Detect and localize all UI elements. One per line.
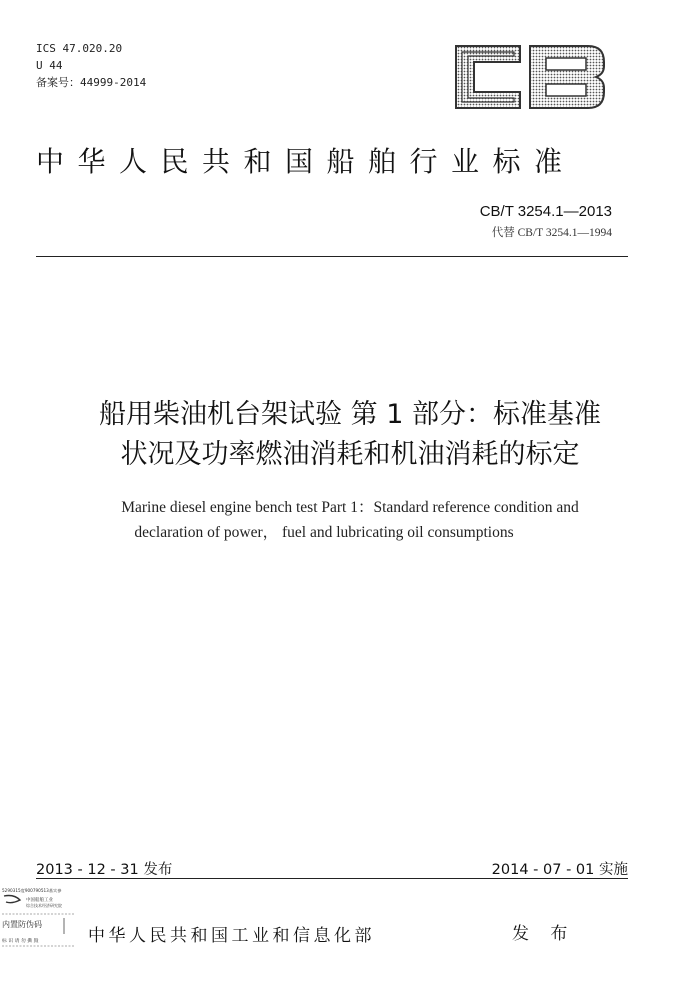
stamp-emblem-icon [4,896,20,903]
standard-code: CB/T 3254.1—2013 [479,203,612,220]
publish-label: 发 布 [512,924,576,944]
ics-code: ICS 47.020.20 [36,42,123,55]
header-divider [36,256,628,257]
stamp-label: 内置防伪码 [2,920,42,929]
document-title-en-line1: Marine diesel engine bench test Part 1：Standard reference condition and [121,499,579,516]
cb-logo [448,40,610,114]
standard-title: 中华人民共和国船舶行业标准 [36,145,576,178]
record-number: 备案号：44999-2014 [36,76,147,89]
classification-block [36,40,146,91]
document-title-cn-line2: 状况及功率燃油消耗和机油消耗的标定 [120,439,580,470]
stamp-sub: 标 识 请 勿 撕 毁 [2,939,39,944]
anti-counterfeit-stamp [0,884,78,954]
issue-date: 2013 - 12 - 31 发布 [36,862,173,878]
replaces-code: 代替 CB/T 3254.1—1994 [491,227,612,239]
footer-divider [36,878,628,879]
stamp-org2: 综合技术经济研究院 [26,903,62,908]
stamp-org: 中国船舶工业 [26,898,53,903]
document-title-en-line2: declaration of power， fuel and lubricating oil consumptions [134,524,514,541]
document-title-cn-line1: 船用柴油机台架试验 第 1 部分：标准基准 [99,399,601,430]
publisher-name: 中华人民共和国工业和信息化部 [88,926,375,946]
implementation-date: 2014 - 07 - 01 实施 [491,862,628,878]
ccs-code: U 44 [36,59,63,72]
stamp-code: 5290315度900790513基实参 [2,888,62,893]
